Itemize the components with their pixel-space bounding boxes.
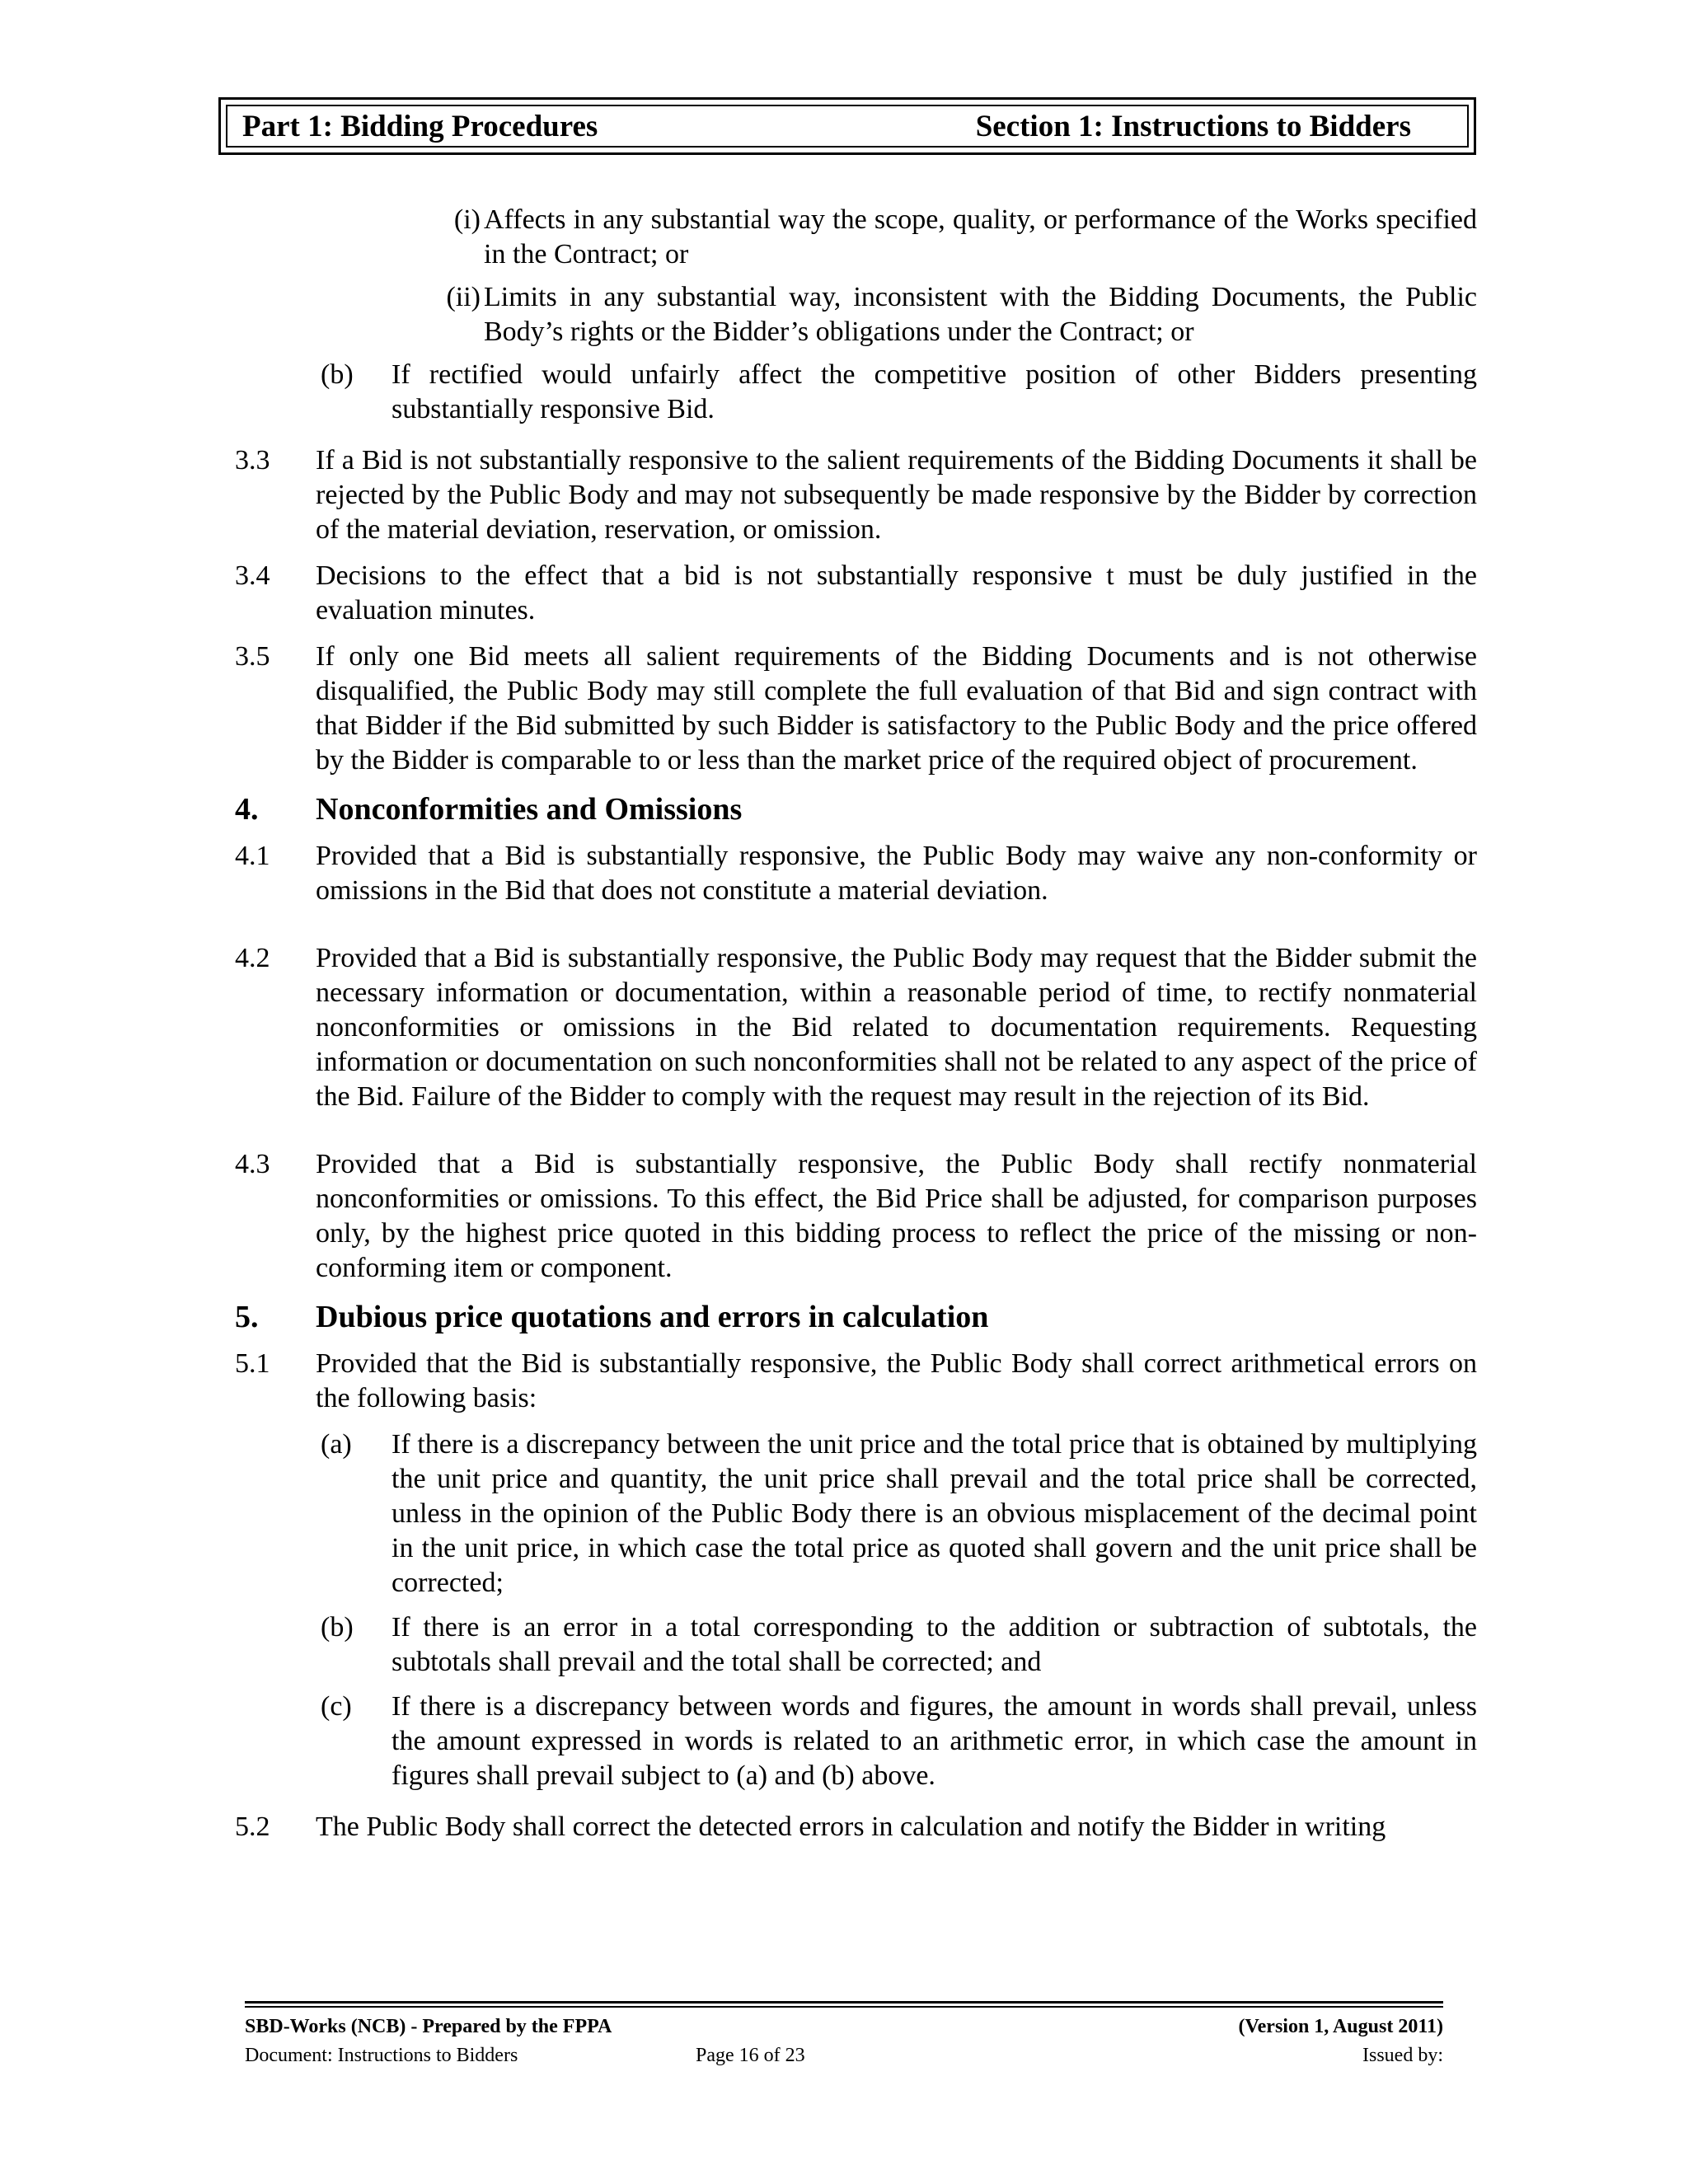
- clause-text: If only one Bid meets all salient requirements of the Bidding Documents and is not otherwise disqualified, the Public Body may still complete the full evaluation of that Bid and sign contract with that Bidder if the Bid submitted by such Bidder is satisfactory to the Public Body and the price offered by the Bidder is comparable to or less than the market price of the required object of procurement.: [316, 641, 1477, 776]
- heading-number: 4.: [235, 792, 259, 827]
- page-header-inner: [226, 105, 1469, 148]
- list-item-text: If there is a discrepancy between words and figures, the amount in words shall prevail, unless the amount expressed in words is related to an arithmetic error, in which case the amount in figures shall prevail subject to (a) and (b) above.: [392, 1691, 1477, 1791]
- list-item-c: [235, 1690, 1477, 1793]
- section-heading-4: [235, 790, 1477, 829]
- list-marker: (i): [453, 204, 481, 235]
- footer-document-name: Document: Instructions to Bidders: [245, 2045, 518, 2066]
- header-section-title: Section 1: Instructions to Bidders: [975, 109, 1411, 143]
- list-marker: (c): [321, 1691, 352, 1722]
- footer-issued-by: Issued by:: [1362, 2045, 1443, 2066]
- clause-number: 5.2: [235, 1811, 270, 1842]
- clause-text: Provided that a Bid is substantially responsive, the Public Body shall rectify nonmaterial nonconformities or omissions. To this effect, the Bid Price shall be adjusted, for comparison purposes only, by the highest price quoted in this bidding process to reflect the price of the missing or non-conforming item or component.: [316, 1149, 1477, 1283]
- clause-text: If a Bid is not substantially responsive to the salient requirements of the Bidding Documents it shall be rejected by the Public Body and may not subsequently be made responsive by the Bidder by correction of the material deviation, reservation, or omission.: [316, 445, 1477, 545]
- clause-text: Provided that a Bid is substantially responsive, the Public Body may waive any non-conformity or omissions in the Bid that does not constitute a material deviation.: [316, 841, 1477, 906]
- list-marker: (ii): [446, 282, 481, 312]
- footer-secondary-line: [245, 2045, 1443, 2067]
- clause-number: 5.1: [235, 1348, 270, 1379]
- list-marker: (a): [321, 1429, 352, 1460]
- clause-number: 3.3: [235, 445, 270, 476]
- clause-4-3: [235, 1147, 1477, 1286]
- list-item-text: Limits in any substantial way, inconsistent with the Bidding Documents, the Public Body’s rights or the Bidder’s obligations under the Contract; or: [484, 282, 1477, 347]
- list-item-i: [235, 203, 1477, 272]
- clause-number: 3.4: [235, 560, 270, 591]
- heading-text: Dubious price quotations and errors in calculation: [316, 1300, 989, 1334]
- list-item-text: If there is a discrepancy between the unit price and the total price that is obtained by multiplying the unit price and quantity, the unit price shall prevail and the total price shall be corrected, unless in the opinion of the Public Body there is an obvious misplacement of the decimal point in the unit price, in which case the total price as quoted shall govern and the unit price shall be corrected;: [392, 1429, 1477, 1598]
- clause-text: Decisions to the effect that a bid is not substantially responsive t must be duly justified in the evaluation minutes.: [316, 560, 1477, 626]
- footer-version: (Version 1, August 2011): [1238, 2016, 1443, 2037]
- page-header: [218, 97, 1476, 155]
- clause-4-1: [235, 839, 1477, 908]
- clause-3-3: [235, 443, 1477, 547]
- clause-number: 3.5: [235, 641, 270, 672]
- clause-4-2: [235, 941, 1477, 1114]
- clause-3-5: [235, 640, 1477, 778]
- footer-divider: [245, 2001, 1443, 2008]
- list-item-a: [235, 1427, 1477, 1601]
- footer-page-number: Page 16 of 23: [696, 2045, 805, 2066]
- list-item-b-errors: [235, 1610, 1477, 1680]
- header-part-title: Part 1: Bidding Procedures: [242, 109, 598, 143]
- list-item-text: If there is an error in a total corresponding to the addition or subtraction of subtotals, the subtotals shall prevail and the total shall be corrected; and: [392, 1612, 1477, 1677]
- list-marker: (b): [321, 1612, 354, 1643]
- list-item-ii: [235, 280, 1477, 349]
- clause-text: The Public Body shall correct the detected errors in calculation and notify the Bidder in writing: [316, 1811, 1386, 1842]
- list-item-text: If rectified would unfairly affect the competitive position of other Bidders presenting substantially responsive Bid.: [392, 359, 1477, 424]
- document-body: [235, 203, 1477, 1856]
- clause-5-2: [235, 1810, 1477, 1844]
- clause-text: Provided that the Bid is substantially responsive, the Public Body shall correct arithmetical errors on the following basis:: [316, 1348, 1477, 1413]
- list-item-text: Affects in any substantial way the scope, quality, or performance of the Works specified in the Contract; or: [484, 204, 1477, 269]
- list-marker: (b): [321, 359, 354, 390]
- footer-primary-line: [245, 2016, 1443, 2038]
- clause-5-1: [235, 1347, 1477, 1416]
- clause-text: Provided that a Bid is substantially responsive, the Public Body may request that the Bidder submit the necessary information or documentation, within a reasonable period of time, to rectify nonmaterial nonconformities or omissions in the Bid related to documentation requirements. Requesting information or documentation on such nonconformities shall not be related to any aspect of the price of the Bid. Failure of the Bidder to comply with the request may result in the rejection of its Bid.: [316, 943, 1477, 1112]
- clause-number: 4.2: [235, 943, 270, 973]
- footer-prepared-by: SBD-Works (NCB) - Prepared by the FPPA: [245, 2016, 612, 2037]
- clause-3-4: [235, 559, 1477, 628]
- section-heading-5: [235, 1297, 1477, 1337]
- heading-text: Nonconformities and Omissions: [316, 792, 743, 827]
- clause-number: 4.1: [235, 841, 270, 871]
- heading-number: 5.: [235, 1300, 259, 1334]
- clause-number: 4.3: [235, 1149, 270, 1179]
- list-item-b: [235, 358, 1477, 427]
